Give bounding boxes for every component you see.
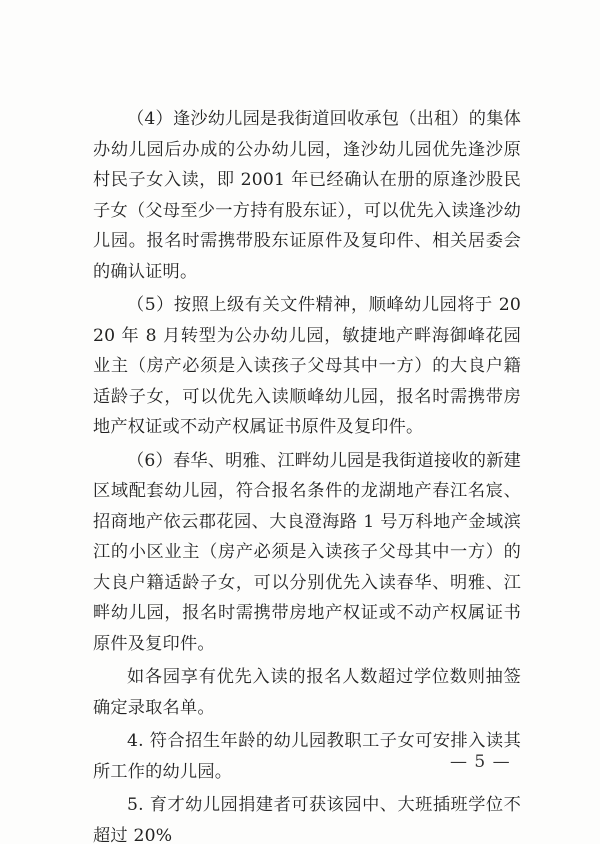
paragraph-shunfeng-kindergarten: （5）按照上级有关文件精神，顺峰幼儿园将于 2020 年 8 月转型为公办幼儿园，敏捷地产畔海御峰花园业主（房产必须是入读孩子父母其中一方）的大良户籍适龄子女，可以优先入读顺峰幼儿园，报名时需携带房地产权证或不动产权属证书原件及复印件。 (93, 295, 521, 437)
paragraph-staff-children: 4. 符合招生年龄的幼儿园教职工子女可安排入读其所工作的幼儿园。 (93, 731, 521, 782)
paragraph-lottery-rule: 如各园享有优先入读的报名人数超过学位数则抽签确定录取名单。 (93, 667, 521, 718)
page-number: — 5 — (450, 752, 511, 772)
paragraph-yucai-donors: 5. 育才幼儿园捐建者可获该园中、大班插班学位不超过 20% (93, 795, 521, 846)
document-body (93, 104, 521, 851)
paragraph-new-area-kindergartens: （6）春华、明雅、江畔幼儿园是我街道接收的新建区域配套幼儿园，符合报名条件的龙湖地产春江名宸、招商地产依云郡花园、大良澄海路 1 号万科地产金域滨江的小区业主（房产必须是入读孩子父母其中一方）的大良户籍适龄子女，可以分别优先入读春华、明雅、江畔幼儿园，报名时需携带房地产权证或不动产权属证书原件及复印件。 (93, 450, 521, 654)
paragraph-fengsha-kindergarten: （4）逢沙幼儿园是我街道回收承包（出租）的集体办幼儿园后办成的公办幼儿园，逢沙幼儿园优先逢沙原村民子女入读，即 2001 年已经确认在册的原逢沙股民子女（父母至少一方持有股东证），可以优先入读逢沙幼儿园。报名时需携带股东证原件及复印件、相关居委会的确认证明。 (93, 109, 521, 282)
